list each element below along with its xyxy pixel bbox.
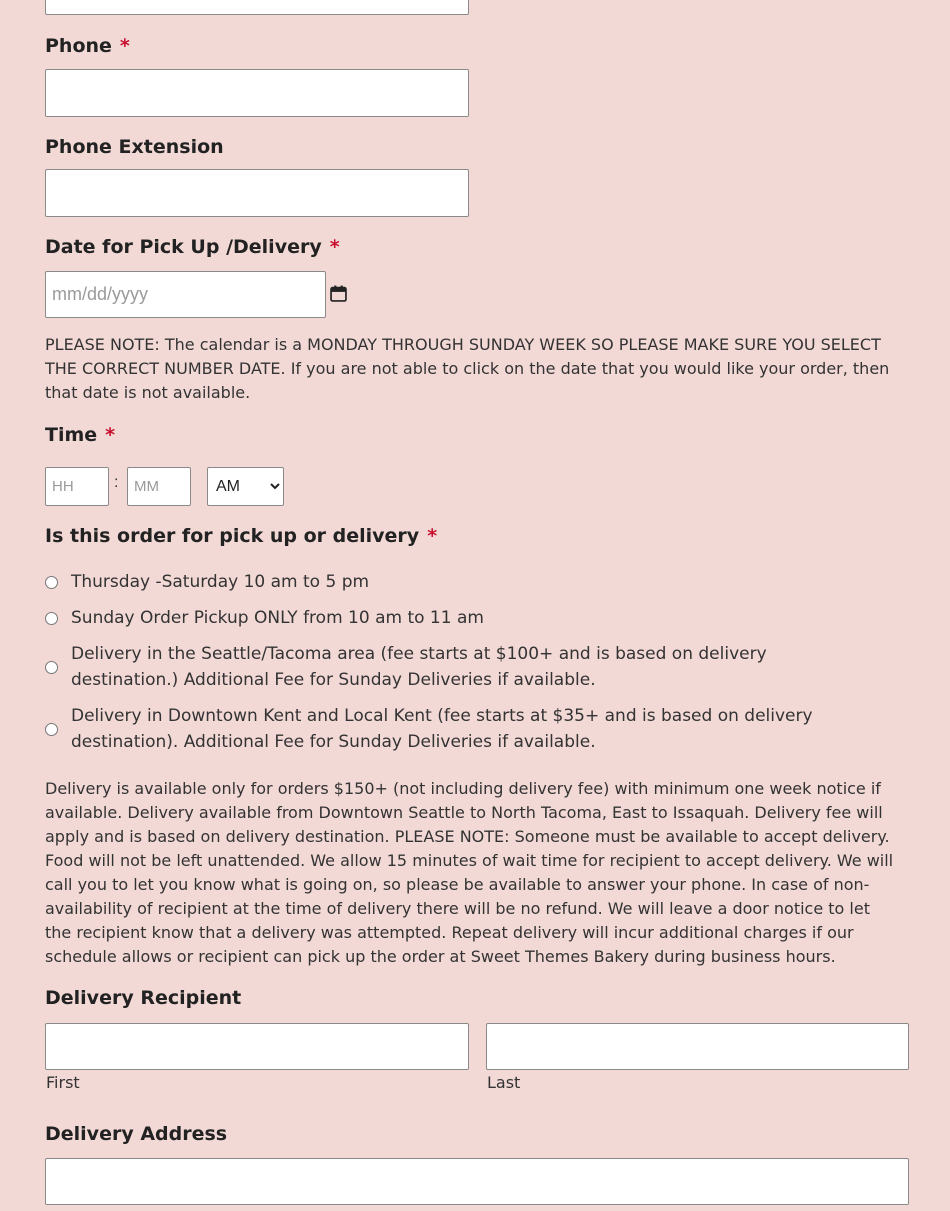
delivery-address-input[interactable] — [45, 1158, 909, 1205]
date-note: PLEASE NOTE: The calendar is a MONDAY THROUGH SUNDAY WEEK SO PLEASE MAKE SURE YOU SELECT THE CORRECT NUMBER DATE. If you are not able to click on the date that you would like your order, then that date is not available. — [45, 335, 890, 402]
radio-label: Sunday Order Pickup ONLY from 10 am to 11 am — [71, 608, 484, 628]
last-name-sublabel: Last — [487, 1073, 521, 1092]
previous-field-input[interactable] — [45, 0, 469, 15]
radio-label: Delivery in Downtown Kent and Local Kent (fee starts at $35+ and is based on delivery destination). Additional Fee for Sunday Deliveries if available. — [71, 706, 813, 752]
date-input[interactable] — [45, 271, 326, 318]
required-marker: * — [427, 525, 438, 547]
radio-button[interactable] — [45, 723, 58, 736]
delivery-note: Delivery is available only for orders $150+ (not including delivery fee) with minimum one week notice if available. Delivery available from Downtown Seattle to North Tacoma, East to Issaquah. Delivery fee will apply and is based on delivery destination. PLEASE NOTE: Someone must be available to accept delivery. Food will not be left unattended. We allow 15 minutes of wait time for recipient to accept delivery. We will call you to let you know what is going on, so please be available to answer your phone. In case of non-availability of recipient at the time of delivery there will be no refund. We will leave a door notice to let the recipient know that a delivery was attempted. Repeat delivery will incur additional charges if our schedule allows or recipient can pick up the order at Sweet Themes Bakery during business hours. — [45, 779, 894, 966]
time-label: Time * — [45, 424, 116, 446]
first-name-sublabel: First — [46, 1073, 80, 1092]
recipient-last-name-input[interactable] — [486, 1023, 909, 1070]
radio-button[interactable] — [45, 612, 58, 625]
calendar-icon[interactable] — [330, 285, 347, 302]
time-minute-input[interactable] — [127, 467, 191, 506]
phone-label: Phone * — [45, 35, 130, 57]
required-marker: * — [329, 236, 340, 258]
radio-button[interactable] — [45, 576, 58, 589]
recipient-first-name-input[interactable] — [45, 1023, 469, 1070]
phone-input[interactable] — [45, 69, 469, 117]
radio-label: Thursday -Saturday 10 am to 5 pm — [71, 572, 370, 592]
delivery-address-label: Delivery Address — [45, 1123, 228, 1145]
time-hour-input[interactable] — [45, 467, 109, 506]
radio-option-delivery-seattle-tacoma[interactable] — [45, 641, 805, 693]
required-marker: * — [105, 424, 116, 446]
phone-extension-label: Phone Extension — [45, 136, 224, 158]
ampm-select[interactable] — [207, 467, 284, 506]
phone-extension-input[interactable] — [45, 169, 469, 217]
radio-option-sunday-pickup[interactable] — [45, 605, 845, 631]
date-label: Date for Pick Up /Delivery * — [45, 236, 340, 258]
required-marker: * — [119, 35, 130, 57]
radio-option-thursday-saturday[interactable] — [45, 569, 845, 595]
radio-option-delivery-kent[interactable] — [45, 703, 835, 755]
radio-button[interactable] — [45, 661, 58, 674]
time-separator: : — [114, 474, 119, 491]
order-type-label: Is this order for pick up or delivery * — [45, 525, 438, 547]
delivery-recipient-label: Delivery Recipient — [45, 987, 242, 1009]
radio-label: Delivery in the Seattle/Tacoma area (fee starts at $100+ and is based on delivery destination.) Additional Fee for Sunday Deliveries if available. — [71, 644, 767, 690]
